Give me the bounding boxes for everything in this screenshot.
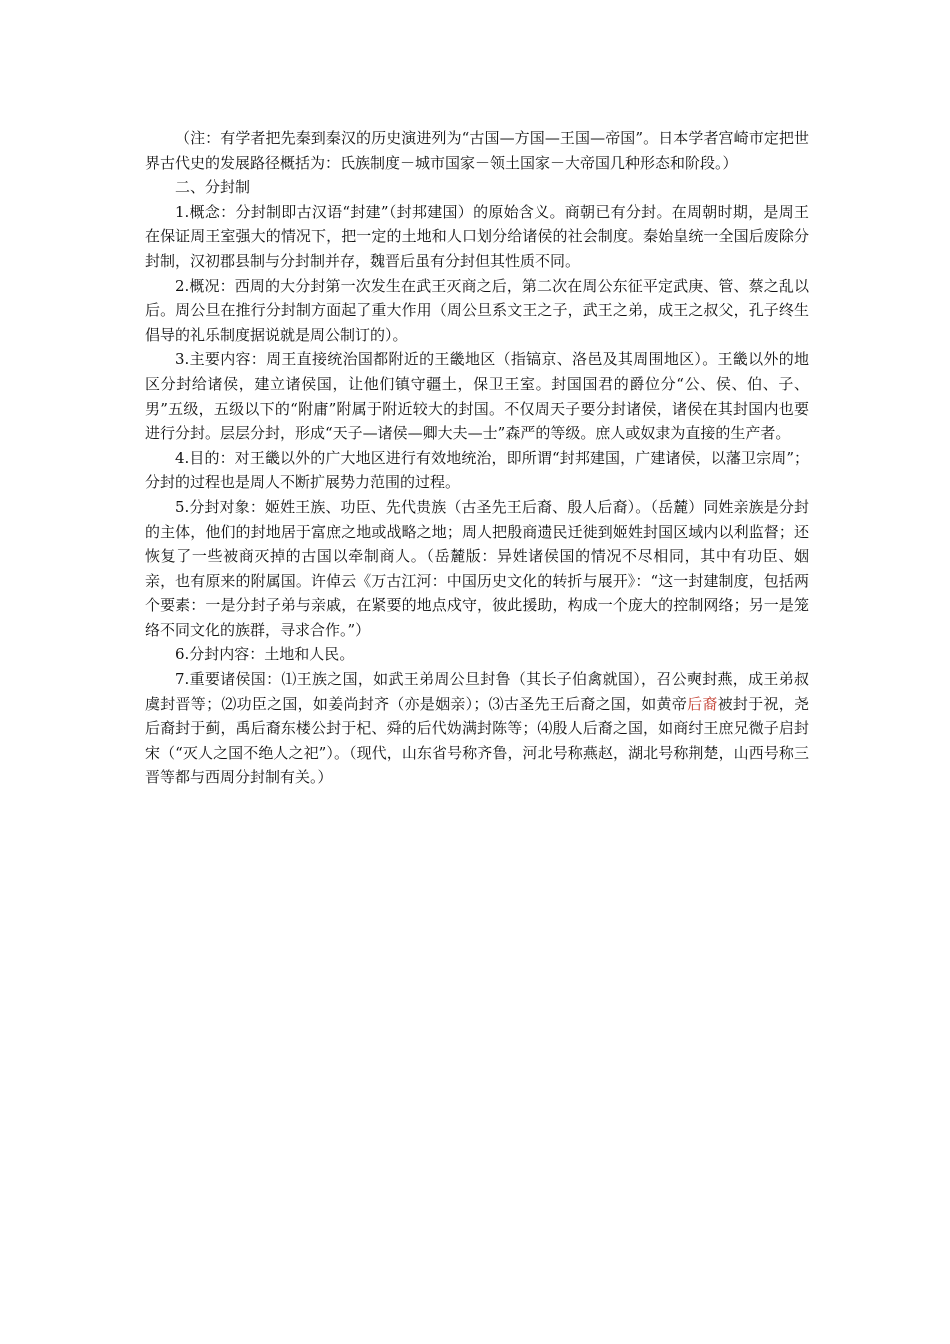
vassal-text-part2: 被封于祝，尧后裔封于蓟，禹后裔东楼公封于杞、舜的后代妫满封陈等；⑷殷人后裔之国，如商纣王庶兄微子启封宋（“灭人之国不绝人之祀”）。（现代，山东省号称齐鲁，河北号称燕赵，湖北号称荆楚，山西号称三晋等都与西周分封制有关。） (145, 694, 809, 787)
document-body (145, 126, 809, 790)
paragraph-purpose: 4.目的：对王畿以外的广大地区进行有效地统治，即所谓“封邦建国，广建诸侯，以藩卫宗周”；分封的过程也是周人不断扩展势力范围的过程。 (145, 448, 809, 492)
note-paragraph: （注：有学者把先秦到秦汉的历史演进列为“古国—方国—王国—帝国”。日本学者宫崎市定把世界古代史的发展路径概括为：氏族制度－城市国家－领土国家－大帝国几种形态和阶段。） (145, 129, 809, 172)
paragraph-overview: 2.概况：西周的大分封第一次发生在武王灭商之后，第二次在周公东征平定武庚、管、蔡之乱以后。周公旦在推行分封制方面起了重大作用（周公旦系文王之子，武王之弟，成王之叔父，孔子终生倡导的礼乐制度据说就是周公制订的）。 (145, 276, 809, 344)
paragraph-content: 6.分封内容：土地和人民。 (175, 645, 355, 664)
section-heading: 二、分封制 (175, 178, 251, 197)
paragraph-vassal-states (145, 667, 809, 790)
paragraph-main-content: 3.主要内容：周王直接统治国都附近的王畿地区（指镐京、洛邑及其周围地区）。王畿以外的地区分封给诸侯，建立诸侯国，让他们镇守疆土，保卫王室。封国国君的爵位分“公、侯、伯、子、男”五级，五级以下的“附庸”附属于附近较大的封国。不仅周天子要分封诸侯，诸侯在其封国内也要进行分封。层层分封，形成“天子—诸侯—卿大夫—士”森严的等级。庶人或奴隶为直接的生产者。 (145, 350, 809, 443)
vassal-text-part1: 7.重要诸侯国：⑴王族之国，如武王弟周公旦封鲁（其长子伯禽就国），召公奭封燕，成王弟叔虞封晋等；⑵功臣之国，如姜尚封齐（亦是姻亲）；⑶古圣先王后裔之国，如黄帝 (145, 670, 809, 713)
highlighted-word: 后裔 (687, 694, 718, 713)
paragraph-concept: 1.概念：分封制即古汉语“封建”（封邦建国）的原始含义。商朝已有分封。在周朝时期，是周王在保证周王室强大的情况下，把一定的土地和人口划分给诸侯的社会制度。秦始皇统一全国后废除分封制，汉初郡县制与分封制并存，魏晋后虽有分封但其性质不同。 (145, 202, 809, 270)
paragraph-targets: 5.分封对象：姬姓王族、功臣、先代贵族（古圣先王后裔、殷人后裔）。（岳麓）同姓亲族是分封的主体，他们的封地居于富庶之地或战略之地；周人把殷商遗民迁徙到姬姓封国区域内以利监督；还恢复了一些被商灭掉的古国以牵制商人。（岳麓版：异姓诸侯国的情况不尽相同，其中有功臣、姻亲，也有原来的附属国。许倬云《万古江河：中国历史文化的转折与展开》：“这一封建制度，包括两个要素：一是分封子弟与亲戚，在紧要的地点戍守，彼此援助，构成一个庞大的控制网络；另一是笼络不同文化的族群，寻求合作。”） (145, 497, 809, 639)
